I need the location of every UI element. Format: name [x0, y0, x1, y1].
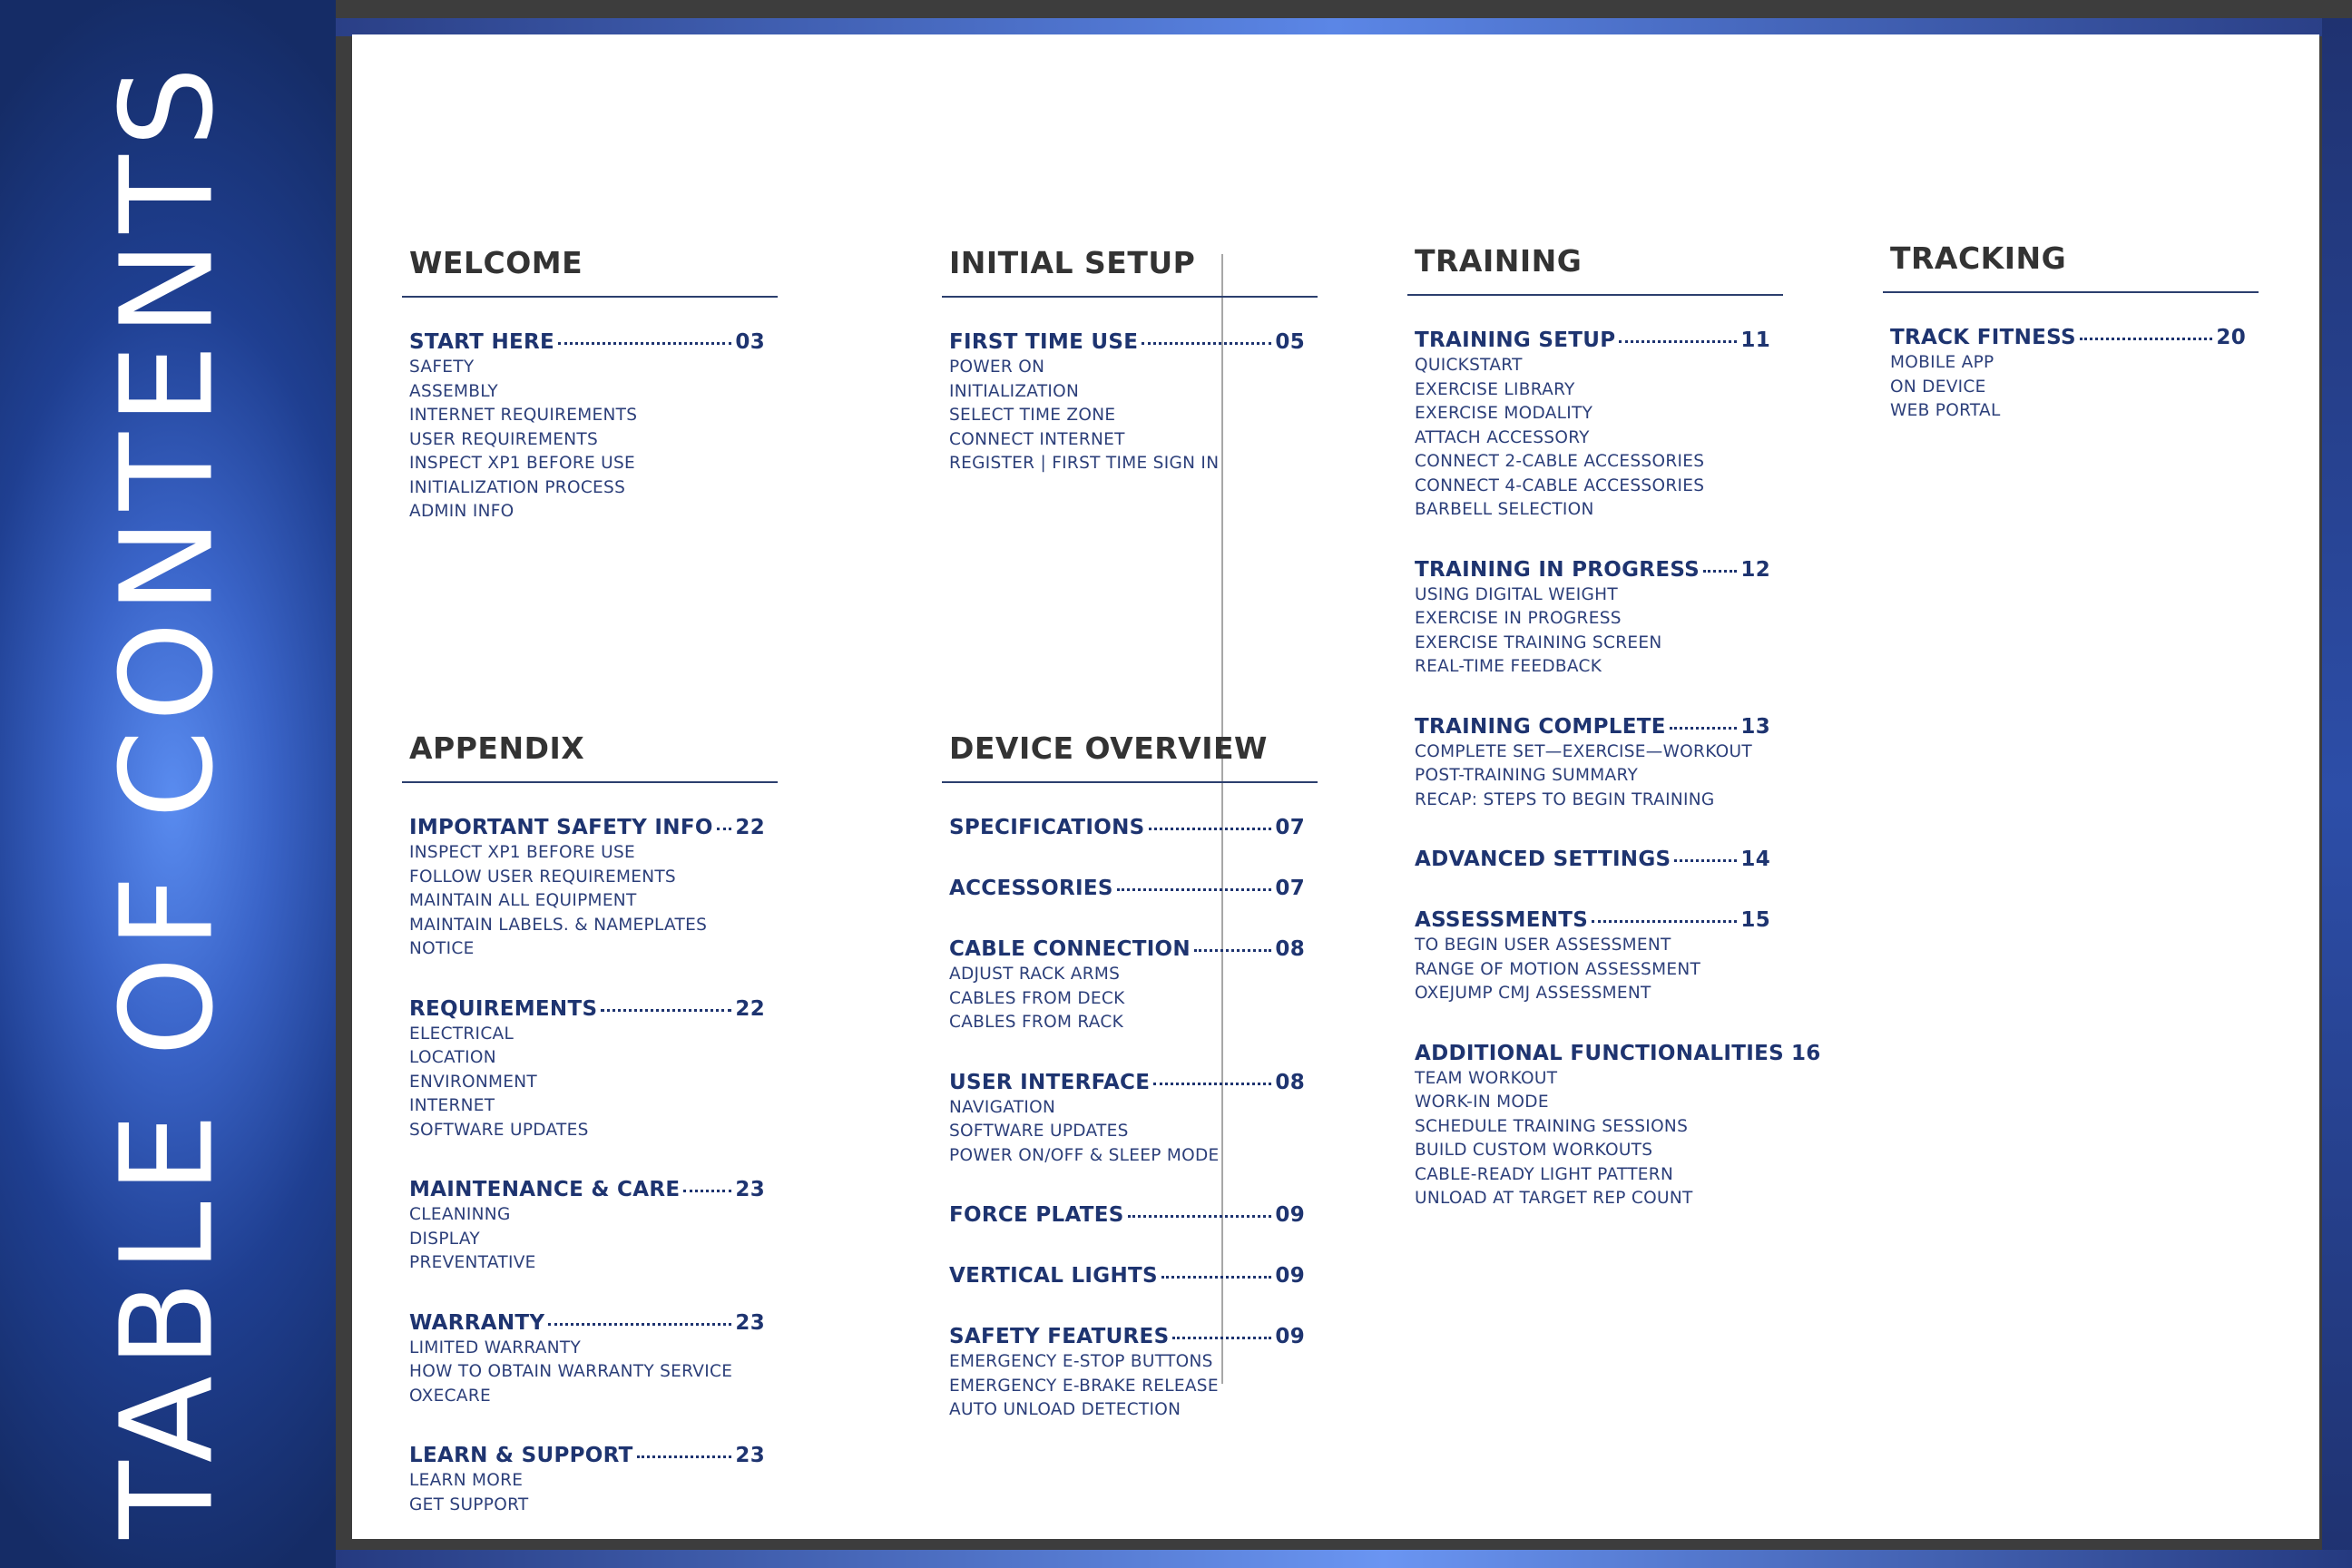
toc-entry-label: LEARN & SUPPORT [409, 1444, 633, 1467]
dot-leader [1153, 1078, 1271, 1085]
toc-subitem: UNLOAD AT TARGET REP COUNT [1415, 1189, 1693, 1208]
dot-leader [1142, 338, 1271, 345]
toc-entry-heading [949, 1323, 1305, 1350]
toc-entry-label: CABLE CONNECTION [949, 937, 1191, 961]
toc-entry [409, 995, 765, 1143]
toc-page-number: 09 [1275, 1264, 1305, 1288]
entry-list [942, 783, 1305, 1423]
toc-subitem: RANGE OF MOTION ASSESSMENT [1415, 959, 1701, 979]
toc-subitem: EXERCISE LIBRARY [1415, 379, 1575, 399]
toc-page-number: 23 [735, 1178, 765, 1201]
toc-subitem: SCHEDULE TRAINING SESSIONS [1415, 1116, 1689, 1136]
toc-entry-heading [1415, 846, 1770, 873]
toc-entry-label: WARRANTY [409, 1310, 545, 1335]
toc-entry-label: USER INTERFACE [949, 1070, 1151, 1094]
dot-leader [1194, 945, 1271, 952]
dot-leader [1674, 855, 1737, 862]
toc-subitem: ADMIN INFO [409, 502, 514, 521]
toc-entry-heading [949, 1262, 1305, 1289]
toc-entry-label: START HERE [409, 330, 555, 354]
toc-subitem: CABLES FROM DECK [949, 988, 1125, 1008]
toc-entry-heading [409, 328, 765, 356]
toc-page-number: 20 [2216, 326, 2246, 349]
toc-entry-heading [949, 1069, 1305, 1096]
toc-entry-heading [949, 1201, 1305, 1229]
dot-leader [717, 823, 732, 830]
toc-entry-heading [949, 875, 1305, 902]
toc-subitem: LOCATION [409, 1048, 496, 1067]
toc-subitem: ATTACH ACCESSORY [1415, 427, 1590, 447]
toc-entry-label: TRAINING COMPLETE [1415, 714, 1666, 739]
toc-entry-heading [949, 936, 1305, 963]
toc-subitem: EMERGENCY E-BRAKE RELEASE [949, 1376, 1219, 1396]
toc-subitem: INITIALIZATION [949, 381, 1080, 401]
toc-subitem: HOW TO OBTAIN WARRANTY SERVICE [409, 1362, 733, 1381]
toc-entry [949, 875, 1305, 902]
dot-leader [1117, 884, 1272, 891]
dot-leader [637, 1451, 732, 1458]
toc-entry [949, 1069, 1305, 1169]
section-appendix [402, 730, 778, 1551]
toc-subitem: INTERNET [409, 1096, 495, 1115]
toc-entry-label: IMPORTANT SAFETY INFO [409, 816, 713, 839]
toc-entry-heading [409, 1309, 765, 1337]
toc-entry-heading [1890, 324, 2246, 351]
toc-entry [1415, 1040, 1821, 1211]
toc-entry [949, 814, 1305, 841]
toc-subitem: USING DIGITAL WEIGHT [1415, 584, 1618, 604]
dot-leader [1592, 916, 1737, 923]
toc-entry [949, 328, 1305, 476]
toc-page-number: 13 [1740, 714, 1770, 739]
toc-entry-label: SPECIFICATIONS [949, 816, 1145, 839]
right-border-glow [2322, 18, 2352, 1568]
toc-entry-label: ADDITIONAL FUNCTIONALITIES [1415, 1041, 1784, 1065]
toc-subitem: REAL-TIME FEEDBACK [1415, 657, 1602, 676]
toc-entry-label: ADVANCED SETTINGS [1415, 848, 1671, 871]
toc-subitem: ELECTRICAL [409, 1024, 514, 1044]
toc-subitem: SELECT TIME ZONE [949, 406, 1116, 425]
toc-page-number: 05 [1275, 330, 1305, 354]
toc-subitem: POWER ON/OFF & SLEEP MODE [949, 1145, 1220, 1165]
sidebar-title: TABLE OF CONTENTS [93, 58, 242, 1539]
toc-subitem: SAFETY [409, 358, 475, 377]
toc-page-number: 07 [1275, 816, 1305, 839]
toc-entry [409, 814, 765, 962]
toc-page-number: 22 [735, 816, 765, 839]
toc-entry-heading [949, 814, 1305, 841]
toc-entry-heading [1415, 556, 1770, 583]
dot-leader [1128, 1210, 1272, 1218]
toc-subitem: REGISTER | FIRST TIME SIGN IN [949, 454, 1220, 473]
toc-subitem: QUICKSTART [1415, 356, 1523, 375]
toc-page-number: 16 [1790, 1041, 1821, 1065]
toc-subitem: RECAP: STEPS TO BEGIN TRAINING [1415, 789, 1715, 809]
toc-page-number: 23 [735, 1310, 765, 1335]
toc-subitem: SOFTWARE UPDATES [949, 1122, 1129, 1141]
toc-subitem: NAVIGATION [949, 1097, 1056, 1117]
toc-page-number: 14 [1740, 848, 1770, 871]
toc-subitem: INITIALIZATION PROCESS [409, 477, 626, 497]
toc-subitem: EMERGENCY E-STOP BUTTONS [949, 1352, 1213, 1371]
toc-entry-label: VERTICAL LIGHTS [949, 1264, 1158, 1288]
toc-entry [1415, 556, 1770, 680]
toc-entry-heading [409, 814, 765, 841]
toc-subitem: TEAM WORKOUT [1415, 1068, 1558, 1088]
toc-subitem: USER REQUIREMENTS [409, 429, 598, 449]
toc-entry-label: ACCESSORIES [949, 877, 1113, 900]
toc-subitem: LIMITED WARRANTY [409, 1338, 582, 1357]
toc-entry-heading [1415, 906, 1770, 934]
toc-entry [1415, 906, 1770, 1006]
toc-page-number: 11 [1740, 328, 1770, 352]
entry-list [1407, 296, 1821, 1211]
toc-subitem: EXERCISE MODALITY [1415, 404, 1593, 423]
entry-list [942, 298, 1305, 476]
toc-entry-heading [949, 328, 1305, 356]
toc-entry-heading [1415, 1040, 1821, 1067]
toc-subitem: BUILD CUSTOM WORKOUTS [1415, 1141, 1653, 1160]
toc-entry [409, 1176, 765, 1276]
dot-leader [1619, 336, 1737, 343]
section-title: WELCOME [402, 245, 778, 298]
toc-subitem: INTERNET REQUIREMENTS [409, 406, 638, 425]
toc-entry-label: FORCE PLATES [949, 1203, 1124, 1227]
toc-page-number: 22 [735, 996, 765, 1021]
toc-subitem: CLEANINNG [409, 1205, 511, 1224]
toc-subitem: EXERCISE IN PROGRESS [1415, 609, 1622, 628]
dot-leader [1149, 823, 1272, 830]
toc-entry-label: MAINTENANCE & CARE [409, 1178, 681, 1201]
toc-entry [1415, 846, 1770, 873]
toc-subitem: NOTICE [409, 939, 475, 958]
toc-entry-heading [409, 995, 765, 1023]
toc-entry [1415, 713, 1770, 813]
toc-subitem: LEARN MORE [409, 1471, 524, 1490]
toc-entry [409, 1309, 765, 1409]
toc-page-number: 03 [735, 330, 765, 354]
dot-leader [548, 1318, 731, 1326]
section-title: DEVICE OVERVIEW [942, 730, 1318, 783]
toc-entry-label: REQUIREMENTS [409, 996, 598, 1021]
toc-entry [949, 1201, 1305, 1229]
toc-subitem: SOFTWARE UPDATES [409, 1120, 589, 1140]
toc-subitem: INSPECT XP1 BEFORE USE [409, 843, 636, 862]
toc-subitem: DISPLAY [409, 1229, 480, 1249]
toc-subitem: ON DEVICE [1890, 377, 1986, 397]
entry-list [402, 783, 765, 1517]
toc-subitem: OXEJUMP CMJ ASSESSMENT [1415, 984, 1651, 1003]
toc-subitem: CONNECT 2-CABLE ACCESSORIES [1415, 452, 1705, 471]
toc-subitem: CONNECT INTERNET [949, 429, 1125, 449]
toc-entry [949, 1262, 1305, 1289]
toc-entry-label: SAFETY FEATURES [949, 1325, 1170, 1348]
toc-subitem: COMPLETE SET—EXERCISE—WORKOUT [1415, 741, 1752, 761]
dot-leader [1703, 565, 1737, 573]
toc-entry [1890, 324, 2246, 424]
toc-page-number: 08 [1275, 1070, 1305, 1094]
toc-page-number: 23 [735, 1444, 765, 1467]
toc-subitem: MOBILE APP [1890, 353, 1994, 372]
toc-entry [949, 936, 1305, 1035]
toc-subitem: BARBELL SELECTION [1415, 500, 1594, 519]
toc-subitem: CONNECT 4-CABLE ACCESSORIES [1415, 475, 1705, 495]
toc-page-number: 09 [1275, 1325, 1305, 1348]
toc-subitem: WORK-IN MODE [1415, 1093, 1549, 1112]
section-training [1407, 243, 1821, 1245]
section-device-overview [942, 730, 1318, 1456]
dot-leader [1172, 1332, 1271, 1339]
top-border-glow [336, 18, 2332, 36]
dot-leader [683, 1185, 731, 1192]
section-title: INITIAL SETUP [942, 245, 1318, 298]
toc-subitem: TO BEGIN USER ASSESSMENT [1415, 936, 1671, 955]
toc-entry-heading [1415, 713, 1770, 740]
toc-subitem: WEB PORTAL [1890, 401, 2001, 420]
toc-entry [409, 328, 765, 524]
toc-subitem: EXERCISE TRAINING SCREEN [1415, 632, 1662, 652]
dot-leader [2080, 333, 2213, 340]
dot-leader [1161, 1271, 1272, 1279]
toc-entry [949, 1323, 1305, 1423]
toc-subitem: MAINTAIN LABELS. & NAMEPLATES [409, 915, 708, 935]
toc-subitem: POWER ON [949, 358, 1045, 377]
toc-subitem: ADJUST RACK ARMS [949, 965, 1121, 984]
section-title: APPENDIX [402, 730, 778, 783]
section-tracking [1883, 240, 2259, 457]
toc-entry-heading [409, 1176, 765, 1203]
toc-entry-heading [409, 1442, 765, 1469]
section-title: TRACKING [1883, 240, 2259, 293]
toc-subitem: INSPECT XP1 BEFORE USE [409, 454, 636, 473]
entry-list [1883, 293, 2246, 424]
toc-subitem: FOLLOW USER REQUIREMENTS [409, 867, 676, 887]
toc-subitem: GET SUPPORT [409, 1494, 529, 1514]
toc-entry [1415, 327, 1770, 523]
toc-subitem: CABLE-READY LIGHT PATTERN [1415, 1164, 1674, 1184]
toc-page [352, 34, 2319, 1539]
section-welcome [402, 245, 778, 558]
toc-page-number: 15 [1740, 908, 1770, 932]
section-title: TRAINING [1407, 243, 1783, 296]
entry-list [402, 298, 765, 524]
toc-sidebar [0, 0, 336, 1568]
toc-subitem: OXECARE [409, 1386, 491, 1406]
toc-entry [409, 1442, 765, 1517]
dot-leader [1670, 722, 1738, 730]
toc-subitem: ASSEMBLY [409, 381, 499, 401]
toc-entry-heading [1415, 327, 1770, 354]
bottom-border-glow [336, 1550, 2352, 1568]
toc-subitem: PREVENTATIVE [409, 1253, 536, 1272]
toc-subitem: AUTO UNLOAD DETECTION [949, 1400, 1181, 1419]
toc-entry-label: FIRST TIME USE [949, 330, 1139, 354]
toc-entry-label: ASSESSMENTS [1415, 908, 1589, 932]
toc-page-number: 07 [1275, 877, 1305, 900]
toc-subitem: CABLES FROM RACK [949, 1013, 1124, 1032]
dot-leader [601, 1004, 731, 1012]
toc-subitem: POST-TRAINING SUMMARY [1415, 766, 1639, 785]
toc-page-number: 09 [1275, 1203, 1305, 1227]
toc-page-number: 08 [1275, 937, 1305, 961]
section-initial-setup [942, 245, 1318, 510]
dot-leader [558, 338, 731, 345]
toc-entry-label: TRAINING IN PROGRESS [1415, 557, 1700, 582]
toc-subitem: ENVIRONMENT [409, 1072, 537, 1092]
toc-subitem: MAINTAIN ALL EQUIPMENT [409, 891, 637, 910]
toc-page-number: 12 [1740, 557, 1770, 582]
toc-entry-label: TRACK FITNESS [1890, 326, 2076, 349]
toc-entry-label: TRAINING SETUP [1415, 328, 1616, 352]
